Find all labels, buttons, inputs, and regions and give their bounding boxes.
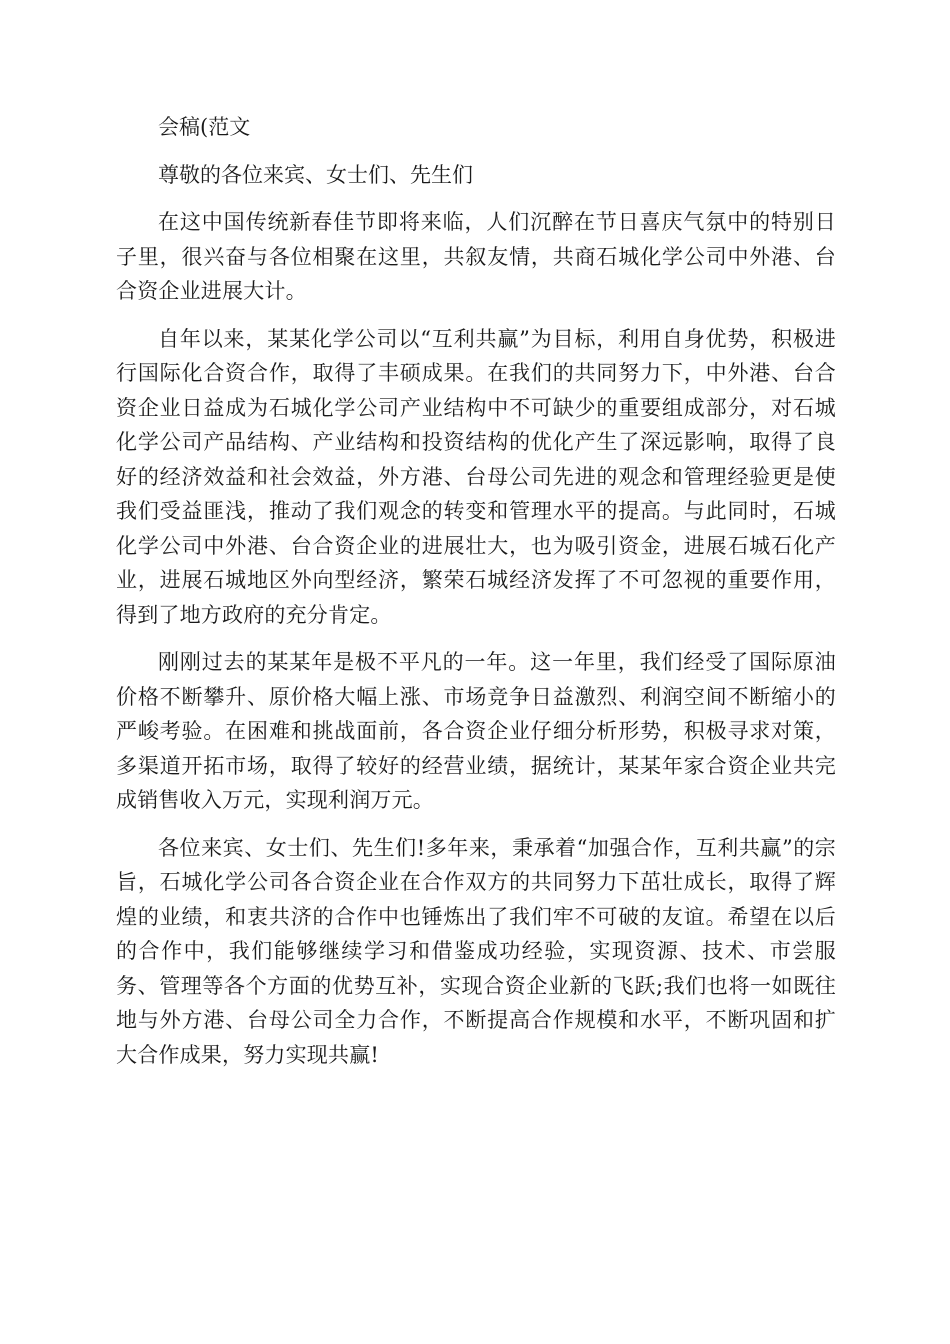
- paragraph-4: 各位来宾、女士们、先生们!多年来，秉承着“加强合作，互利共赢”的宗旨，石城化学公司各合资企业在合作双方的共同努力下茁壮成长，取得了辉煌的业绩，和衷共济的合作中也锤炼出了我们牢不可破的友谊。希望在以后的合作中，我们能够继续学习和借鉴成功经验，实现资源、技术、市尝服务、管理等各个方面的优势互补，实现合资企业新的飞跃;我们也将一如既往地与外方港、台母公司全力合作，不断提高合作规模和水平，不断巩固和扩大合作成果，努力实现共赢!: [116, 835, 836, 1067]
- salutation: 尊敬的各位来宾、女士们、先生们: [158, 162, 473, 187]
- paragraph-2: 自年以来，某某化学公司以“互利共赢”为目标，利用自身优势，积极进行国际化合资合作，取得了丰硕成果。在我们的共同努力下，中外港、台合资企业日益成为石城化学公司产业结构中不可缺少的重要组成部分，对石城化学公司产品结构、产业结构和投资结构的优化产生了深远影响，取得了良好的经济效益和社会效益，外方港、台母公司先进的观念和管理经验更是使我们受益匪浅，推动了我们观念的转变和管理水平的提高。与此同时，石城化学公司中外港、台合资企业的进展壮大，也为吸引资金，进展石城石化产业，进展石城地区外向型经济，繁荣石城经济发挥了不可忽视的重要作用，得到了地方政府的充分肯定。: [116, 326, 836, 627]
- paragraph-1: 在这中国传统新春佳节即将来临，人们沉醉在节日喜庆气氛中的特别日子里，很兴奋与各位相聚在这里，共叙友情，共商石城化学公司中外港、台合资企业进展大计。: [116, 210, 836, 303]
- document-body: [116, 110, 836, 1085]
- paragraph-3: 刚刚过去的某某年是极不平凡的一年。这一年里，我们经受了国际原油价格不断攀升、原价格大幅上涨、市场竞争日益激烈、利润空间不断缩小的严峻考验。在困难和挑战面前，各合资企业仔细分析形势，积极寻求对策，多渠道开拓市场，取得了较好的经营业绩，据统计，某某年家合资企业共完成销售收入万元，实现利润万元。: [116, 650, 836, 812]
- document-title: 会稿(范文: [158, 115, 251, 139]
